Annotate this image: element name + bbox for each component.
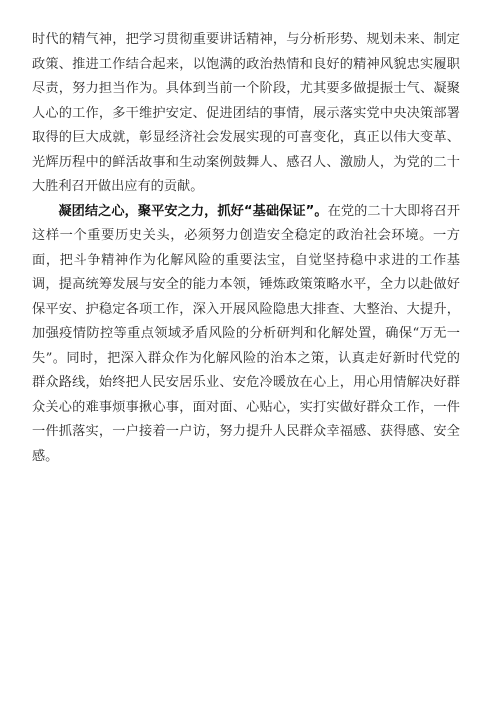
- paragraph-2-heading: 凝团结之心，聚平安之力，抓好“基础保证”。: [58, 203, 328, 219]
- document-body: [32, 28, 460, 469]
- paragraph-continued: [32, 28, 460, 200]
- paragraph-2: [32, 200, 460, 470]
- paragraph-1-text: 时代的精气神，把学习贯彻重要讲话精神，与分析形势、规划未来、制定政策、推进工作结合起来，以饱满的政治热情和良好的精神风貌忠实履职尽责，努力担当作为。具体到当前一个阶段，尤其要多做提振士气、凝聚人心的工作，多干维护安定、促进团结的事情，展示落实党中央决策部署取得的巨大成就，彰显经济社会发展实现的可喜变化，真正以伟大变革、光辉历程中的鲜活故事和生动案例鼓舞人、感召人、激励人，为党的二十大胜利召开做出应有的贡献。: [32, 32, 460, 194]
- paragraph-2-text: 在党的二十大即将召开这样一个重要历史关头，必须努力创造安全稳定的政治社会环境。一方面，把斗争精神作为化解风险的重要法宝，自觉坚持稳中求进的工作基调，提高统筹发展与安全的能力本领，锤炼政策策略水平，全力以赴做好保平安、护稳定各项工作，深入开展风险隐患大排查、大整治、大提升，加强疫情防控等重点领域矛盾风险的分析研判和化解处置，确保“万无一失”。同时，把深入群众作为化解风险的治本之策，认真走好新时代党的群众路线，始终把人民安居乐业、安危冷暖放在心上，用心用情解决好群众关心的难事烦事揪心事，面对面、心贴心，实打实做好群众工作，一件一件抓落实，一户接着一户访，努力提升人民群众幸福感、获得感、安全感。: [32, 203, 461, 464]
